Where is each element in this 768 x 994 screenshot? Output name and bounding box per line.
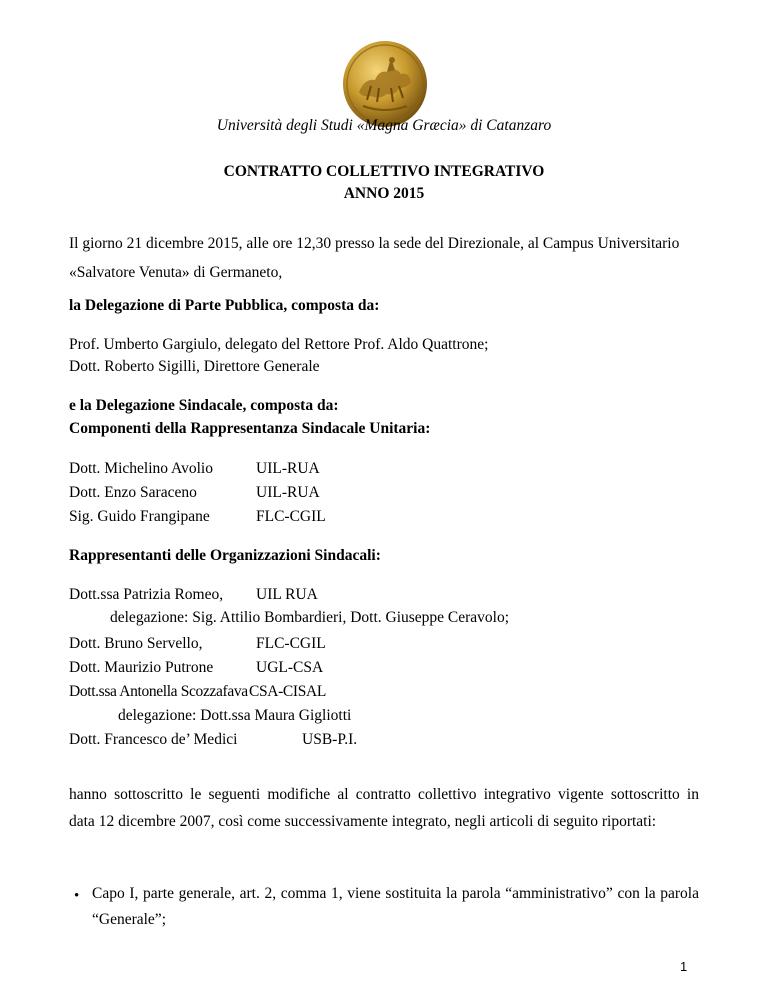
bullet-line-1: Capo I, parte generale, art. 2, comma 1, viene sostituita la parola “amministrativo” con la parola bbox=[92, 885, 699, 902]
os-member-name: Dott. Bruno Servello, bbox=[69, 635, 203, 652]
public-delegation-heading: la Delegazione di Parte Pubblica, composta da: bbox=[69, 297, 380, 314]
union-delegation-heading: e la Delegazione Sindacale, composta da: bbox=[69, 397, 339, 414]
gold-coin-seal-icon bbox=[341, 40, 429, 128]
intro-line-1: Il giorno 21 dicembre 2015, alle ore 12,30 presso la sede del Direzionale, al Campus Universitario bbox=[69, 235, 680, 252]
os-heading: Rappresentanti delle Organizzazioni Sindacali: bbox=[69, 547, 381, 564]
os-member-org: UIL RUA bbox=[256, 586, 318, 603]
body-line-1: hanno sottoscritto le seguenti modifiche al contratto collettivo integrativo vigente sottoscritto in bbox=[69, 786, 699, 803]
page-number: 1 bbox=[680, 959, 688, 974]
os-member-org: USB-P.I. bbox=[302, 731, 358, 748]
rsu-member-name: Sig. Guido Frangipane bbox=[69, 508, 210, 525]
public-member: Prof. Umberto Gargiulo, delegato del Rettore Prof. Aldo Quattrone; bbox=[69, 336, 489, 353]
rsu-member-name: Dott. Michelino Avolio bbox=[69, 460, 213, 477]
bullet-line-2: “Generale”; bbox=[92, 911, 166, 928]
body-line-2: data 12 dicembre 2007, così come successivamente integrato, negli articoli di seguito riportati: bbox=[69, 813, 657, 830]
rsu-member-name: Dott. Enzo Saraceno bbox=[69, 484, 197, 501]
rsu-member-org: UIL-RUA bbox=[256, 484, 320, 501]
document-title: CONTRATTO COLLETTIVO INTEGRATIVO bbox=[223, 163, 545, 180]
os-member-name: Dott. Francesco de’ Medici bbox=[69, 731, 238, 748]
bullet-marker: • bbox=[74, 888, 80, 904]
os-delegation: delegazione: Sig. Attilio Bombardieri, Dott. Giuseppe Ceravolo; bbox=[110, 609, 510, 626]
os-member-name: Dott.ssa Patrizia Romeo, bbox=[69, 586, 224, 603]
rsu-member-org: UIL-RUA bbox=[256, 460, 320, 477]
os-member-org: CSA-CISAL bbox=[249, 683, 326, 700]
public-member: Dott. Roberto Sigilli, Direttore Generale bbox=[69, 358, 320, 375]
intro-line-2: «Salvatore Venuta» di Germaneto, bbox=[69, 264, 283, 281]
os-delegation: delegazione: Dott.ssa Maura Gigliotti bbox=[118, 707, 352, 724]
os-member-name: Dott. Maurizio Putrone bbox=[69, 659, 214, 676]
os-member-name: Dott.ssa Antonella Scozzafava bbox=[69, 683, 248, 700]
os-member-org: FLC-CGIL bbox=[256, 635, 326, 652]
os-member-org: UGL-CSA bbox=[256, 659, 324, 676]
rsu-heading: Componenti della Rappresentanza Sindacale Unitaria: bbox=[69, 420, 431, 437]
university-name: Università degli Studi «Magna Græcia» di Catanzaro bbox=[216, 117, 552, 134]
document-year: ANNO 2015 bbox=[343, 185, 425, 202]
rsu-member-org: FLC-CGIL bbox=[256, 508, 326, 525]
